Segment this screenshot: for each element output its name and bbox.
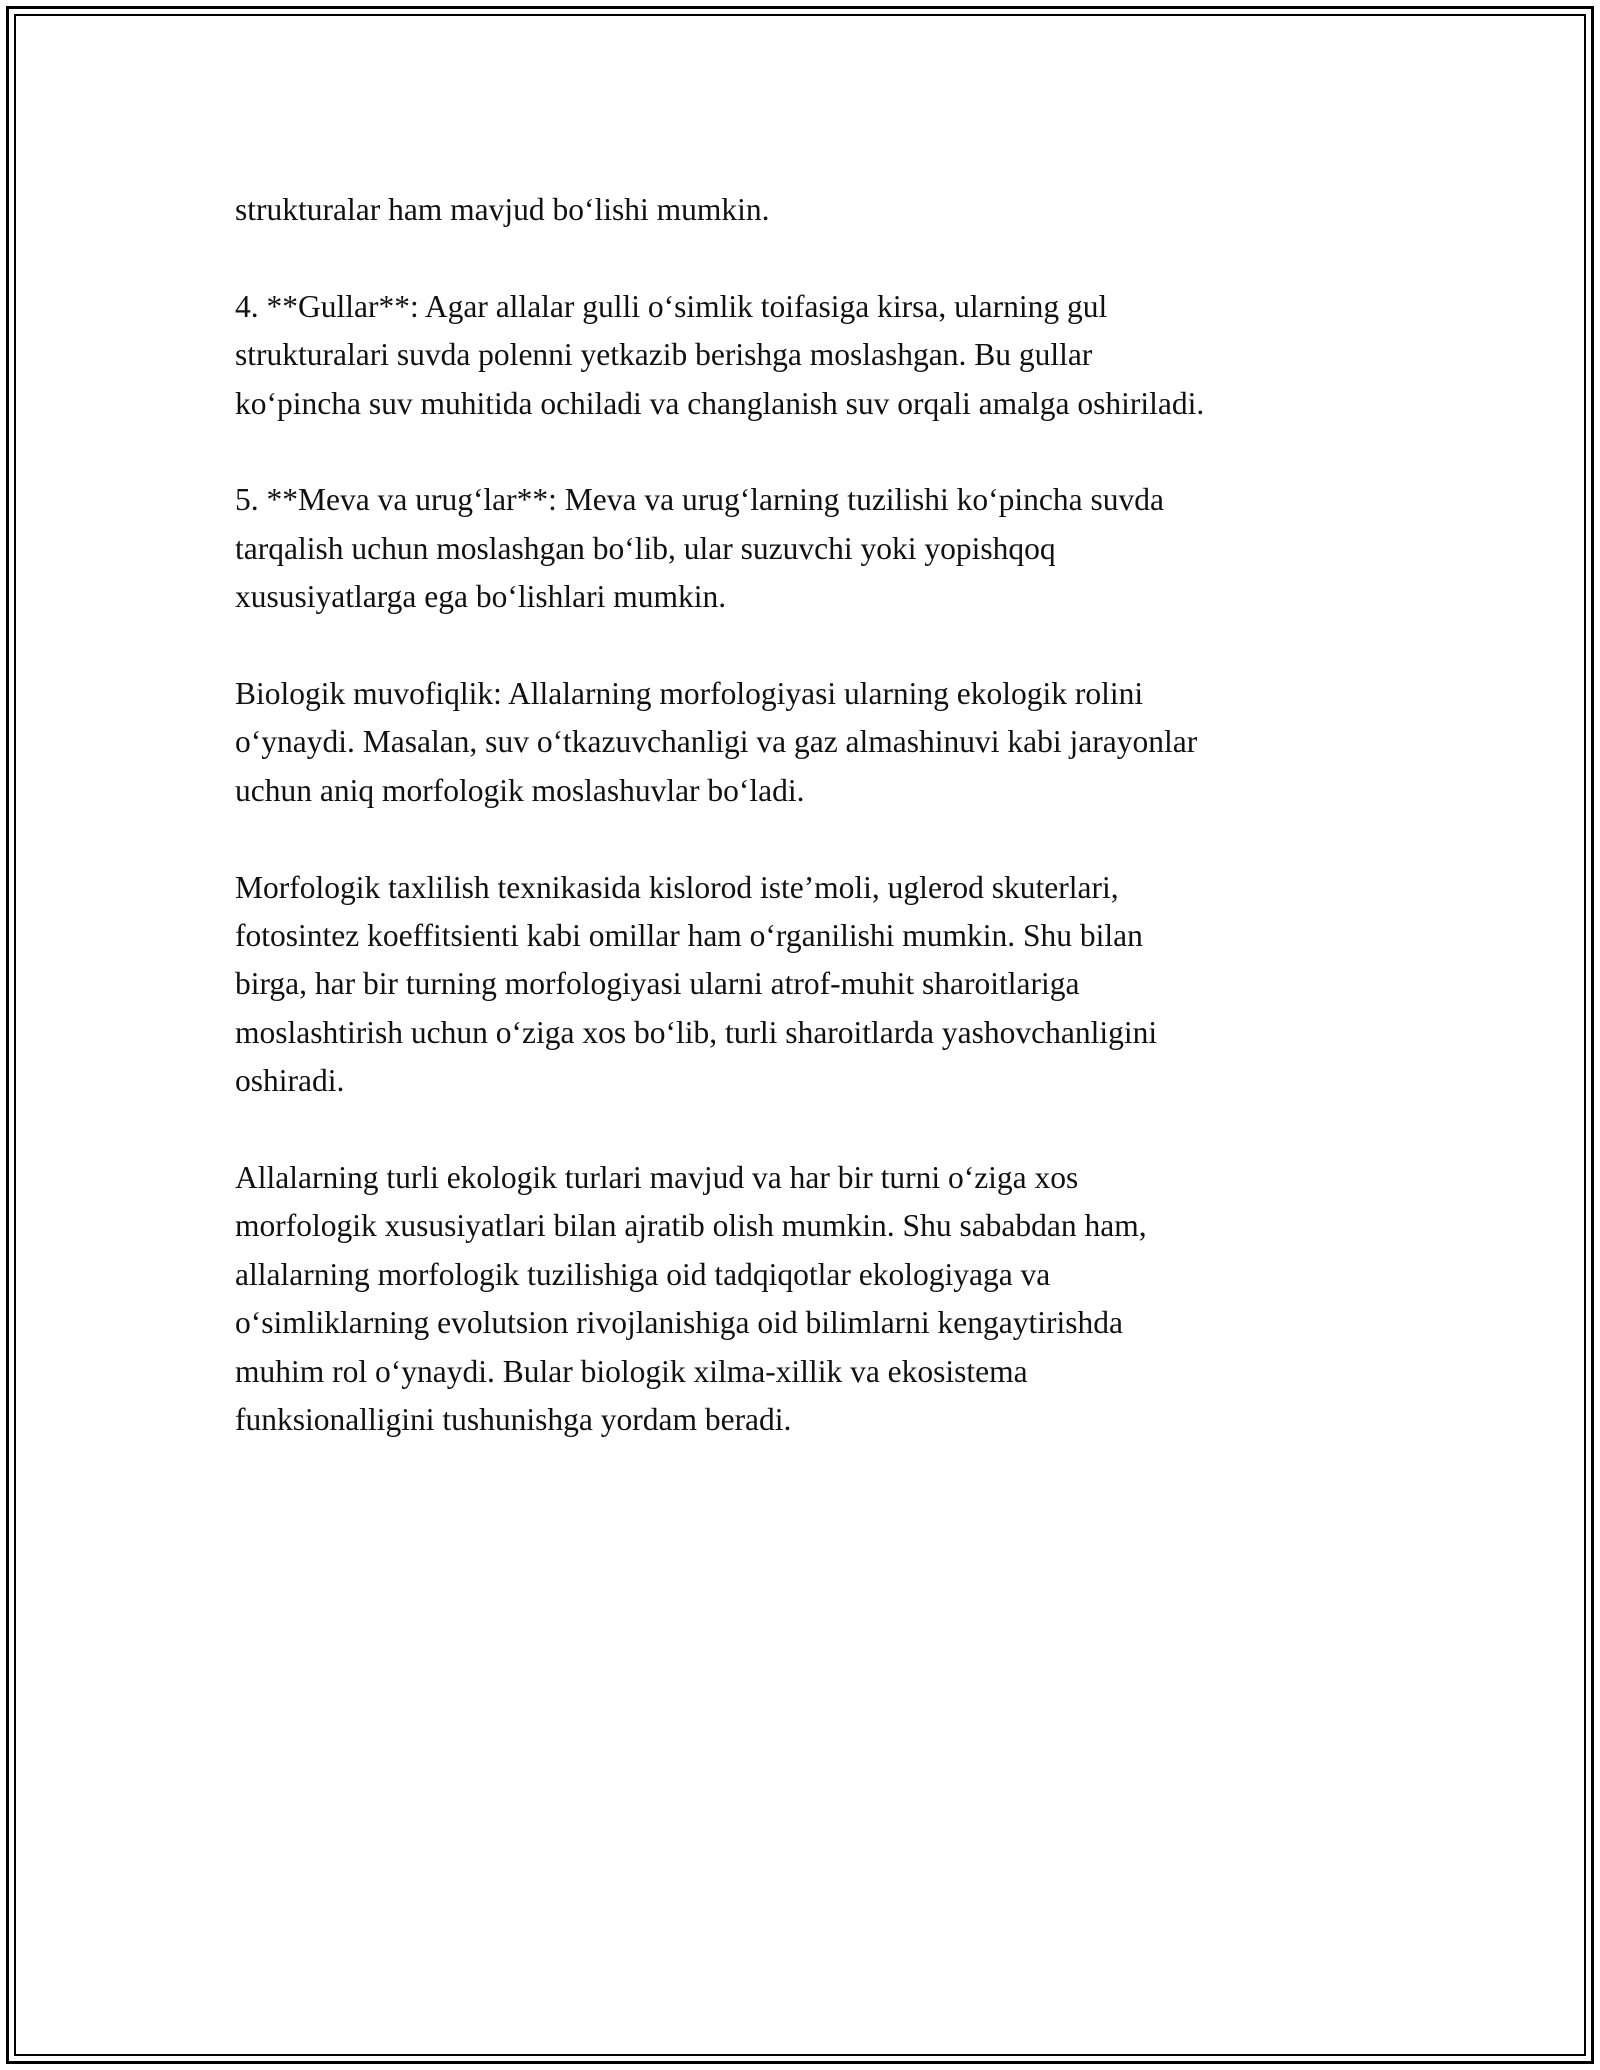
paragraph-biologik-muvofiqlik: Biologik muvofiqlik: Allalarning morfologiyasi ularning ekologik rolini o‘ynaydi. Masalan, suv o‘tkazuvchanligi va gaz almashinuvi kabi jarayonlar uchun aniq morfologik moslashuvlar bo‘ladi.	[235, 676, 1198, 808]
document-body	[235, 186, 1395, 1493]
paragraph-gullar: 4. **Gullar**: Agar allalar gulli o‘simlik toifasiga kirsa, ularning gul strukturalari suvda polenni yetkazib berishga moslashgan. Bu gullar ko‘pincha suv muhitida ochiladi va changlanish suv orqali amalga oshiriladi.	[235, 288, 1205, 421]
paragraph-continuation: strukturalar ham mavjud bo‘lishi mumkin.	[235, 192, 770, 227]
paragraph-ekologik-turlari: Allalarning turli ekologik turlari mavjud va har bir turni o‘ziga xos morfologik xususiyatlari bilan ajratib olish mumkin. Shu sababdan ham, allalarning morfologik tuzilishiga oid tadqiqotlar ekologiyaga va o‘simliklarning evolutsion rivojlanishiga oid bilimlarni kengaytirishda muhim rol o‘ynaydi. Bular biologik xilma-xillik va ekosistema funksionalligini tushunishga yordam beradi.	[235, 1160, 1147, 1438]
paragraph-meva-va-uruglar: 5. **Meva va urug‘lar**: Meva va urug‘larning tuzilishi ko‘pincha suvda tarqalish uchun moslashgan bo‘lib, ular suzuvchi yoki yopishqoq xususiyatlarga ega bo‘lishlari mumkin.	[235, 482, 1165, 615]
paragraph-morfologik-taxlilish: Morfologik taxlilish texnikasida kislorod iste’moli, uglerod skuterlari, fotosintez koeffitsienti kabi omillar ham o‘rganilishi mumkin. Shu bilan birga, har bir turning morfologiyasi ularni atrof-muhit sharoitlariga moslashtirish uchun o‘ziga xos bo‘lib, turli sharoitlarda yashovchanligini oshiradi.	[235, 869, 1158, 1099]
